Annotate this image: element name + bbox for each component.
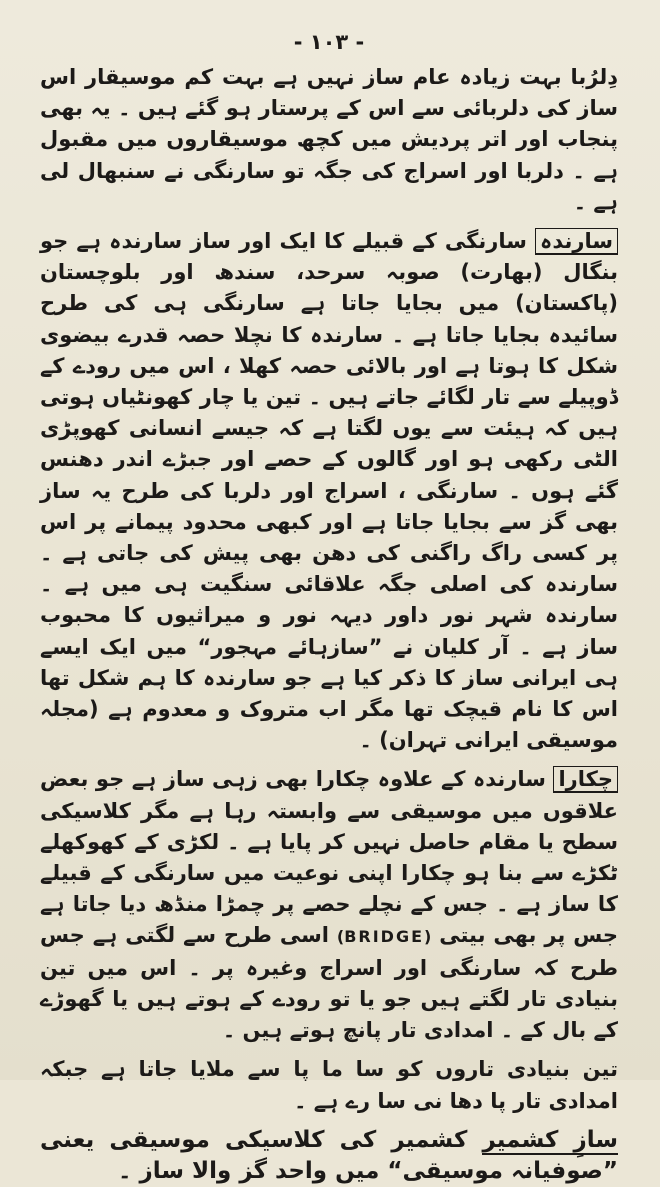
paragraph-tuning: [40, 1054, 618, 1116]
text-line: ایرانی تہران) ۔: [359, 728, 519, 753]
text-line: رہا ہے مگر کلاسیکی سطح یا مقام حاصل نہیں کر پایا ہے ۔ لکڑی کے کھوکھلے ٹکڑے سے بنا ہو چکارا اپنی: [40, 798, 618, 886]
text-line: الٹی رکھی ہو اور گالوں کے حصے اور جبڑے اندر دھنس گئے ہوں ۔ سارنگی ، اسراج اور دلربا کی طرح: [40, 447, 618, 503]
paragraph-kashmir: [40, 1125, 618, 1187]
bridge-term: (BRIDGE): [336, 927, 432, 947]
text-line: کیا ہے جو سارندہ کا ہم شکل تھا اس کا نام قیچک تھا مگر اب متروک و معدوم ہے (مجلہ موسیقی: [40, 665, 618, 753]
text-line: نی سا رے ہے ۔: [294, 1088, 443, 1113]
text-line: نوعیت میں سارنگی کے قبیلے کا ساز ہے ۔ جس کے نچلے حصے پر چمڑا منڈھ دیا جاتا ہے جس پر بھی بیتی: [40, 861, 619, 948]
text-line: کی جاتی ہے ۔ سارندہ کی اصلی جگہ علاقائی سنگیت ہی میں ہے ۔ سارندہ شہر نور داور دیہہ نور و: [40, 541, 619, 628]
page-number: - ١٠٣ -: [293, 30, 365, 54]
paragraph-chikara: [40, 764, 618, 1046]
text-line: سارنگی کے قبیلے کا ایک اور ساز سارندہ ہے جو بنگال (بھارت) صوبہ سرحد،: [40, 229, 619, 285]
urdu-body-text: [40, 62, 618, 1187]
text-line: یہ ساز بھی گز سے بجایا جاتا ہے اور کبھی محدود پیمانے پر اس پر کسی راگ راگنی کی دھن بھی پیش: [40, 478, 618, 566]
section-label-chikara: چکارا: [553, 766, 618, 793]
section-label-saz-e-kashmir: سازِ کشمیر: [482, 1126, 618, 1153]
text-line: سارندہ کے علاوہ چکارا بھی زہی ساز ہے جو بعض علاقوں میں موسیقی سے وابستہ: [40, 767, 619, 823]
text-line: اسی طرح سے لگتی ہے جس طرح کہ سارنگی اور اسراج وغیرہ پر ۔ اس میں تین بنیادی: [40, 923, 618, 1011]
text-line: دِلرُبا بہت زیادہ عام ساز نہیں ہے بہت کم موسیقار اس ساز کی دلربائی سے اس کے: [40, 65, 619, 121]
text-line: تار لگائے جاتے ہیں ۔ تین یا چار کھونٹیاں ہوتی ہیں کہ ہیئت سے یوں لگتا ہے کہ جیسے انسانی کھوپڑی: [40, 385, 618, 441]
text-line: کا نچلا حصہ قدرے بیضوی شکل کا ہوتا ہے اور بالائی حصہ کھلا ، اس میں رودے کے ڈوپیلے سے: [40, 322, 618, 410]
paragraph-sarinda: [40, 226, 618, 756]
text-line: اسراج کی جگہ تو سارنگی نے سنبھال لی ہے ۔: [40, 158, 618, 214]
paragraph-dilruba: [40, 62, 618, 218]
text-line: تار لگتے ہیں جو یا تو رودے کے ہوتے ہیں یا گھوڑے کے بال کے ۔ امدادی تار پانچ ہوتے ہیں ۔: [40, 986, 618, 1043]
text-line: سندھ اور بلوچستان (پاکستان) میں بجایا جاتا ہے سارنگی ہی کی طرح سائیدہ بجایا جاتا ہے ۔ سارندہ: [40, 260, 618, 347]
section-label-sarinda: سارندہ: [535, 228, 618, 255]
text-line: پرستار ہو گئے ہیں ۔ یہ بھی پنجاب اور اتر پردیش میں کچھ موسیقاروں میں مقبول ہے ۔ دلربا اور: [40, 96, 619, 183]
text-line: تین بنیادی تاروں کو سا ما پا سے ملایا جاتا ہے جبکہ امدادی تار پا دھا: [40, 1057, 618, 1113]
text-line: میراثیوں کا محبوب ساز ہے ۔ آر کلیان نے ”سازہائے مہجور“ میں ایک ایسے ہی ایرانی ساز کا ذکر: [40, 603, 618, 690]
text-line: کشمیر کی کلاسیکی موسیقی یعنی ”صوفیانہ موسیقی“ میں واحد گز والا ساز ۔: [40, 1126, 618, 1184]
